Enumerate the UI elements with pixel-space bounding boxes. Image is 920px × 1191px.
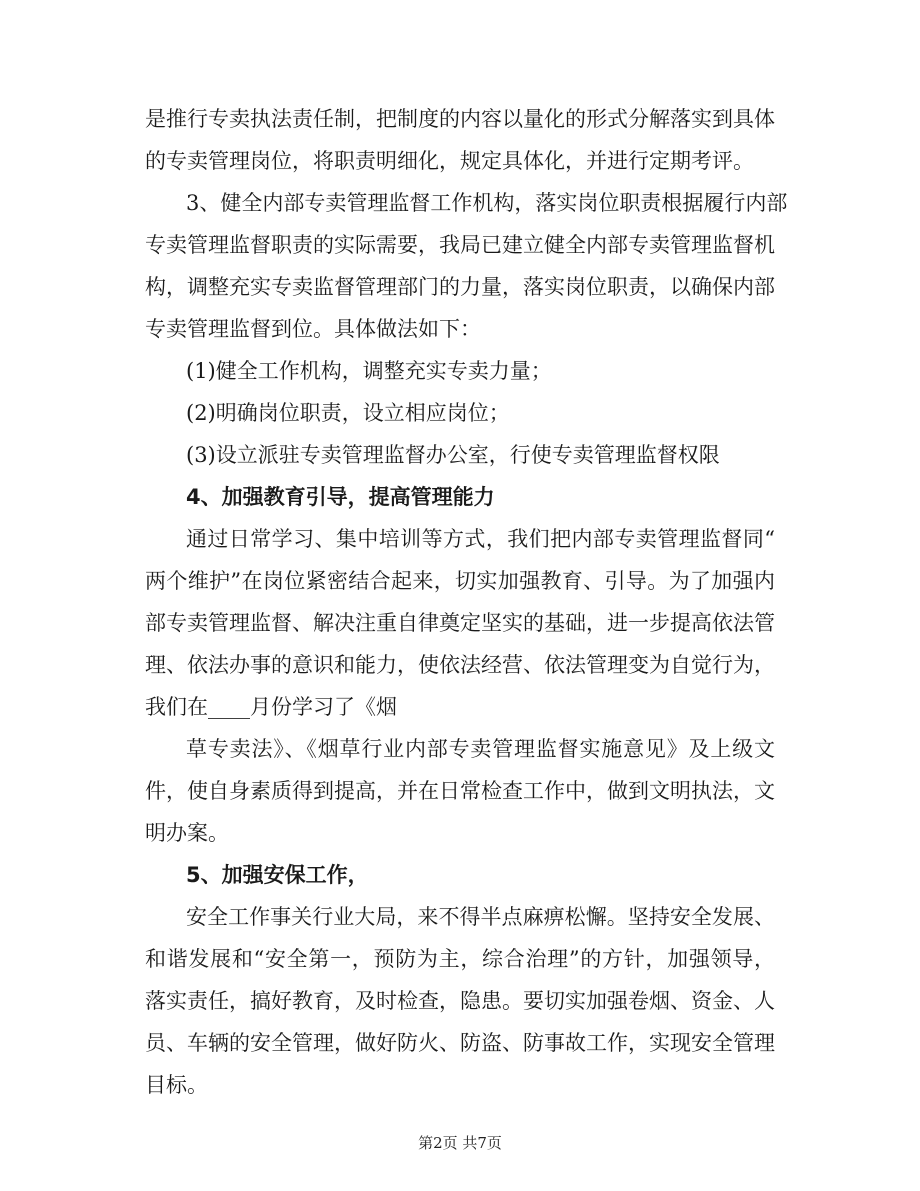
paragraph-line: 安全工作事关行业大局，来不得半点麻痹松懈。坚持安全发展、 [186,905,775,929]
paragraph-line: 明办案。 [145,821,229,845]
page-number: 第2页 共7页 [418,1134,502,1152]
list-item: (2)明确岗位职责，设立相应岗位； [186,401,510,425]
paragraph-line: 目标。 [145,1073,208,1097]
section-heading: 5、加强安保工作， [186,863,369,887]
section-heading: 4、加强教育引导，提高管理能力 [186,485,495,509]
paragraph-line: 落实责任，搞好教育，及时检查，隐患。要切实加强卷烟、资金、人 [145,989,775,1013]
paragraph-line: 我们在____月份学习了《烟 [145,695,397,719]
paragraph-line: 通过日常学习、集中培训等方式，我们把内部专卖管理监督同“ [186,527,775,551]
paragraph-line: 和谐发展和“安全第一，预防为主，综合治理”的方针，加强领导， [145,947,775,971]
paragraph-line: 草专卖法》、《烟草行业内部专卖管理监督实施意见》及上级文 [186,737,775,761]
paragraph-line: 员、车辆的安全管理，做好防火、防盗、防事故工作，实现安全管理 [145,1031,775,1055]
list-item: (3)设立派驻专卖管理监督办公室，行使专卖管理监督权限 [186,443,720,467]
paragraph-line: 构，调整充实专卖监督管理部门的力量，落实岗位职责，以确保内部 [145,275,775,299]
list-item: (1)健全工作机构，调整充实专卖力量； [186,359,552,383]
paragraph-line: 的专卖管理岗位，将职责明细化，规定具体化，并进行定期考评。 [145,149,754,173]
paragraph-line: 专卖管理监督到位。具体做法如下： [145,317,481,341]
paragraph-line: 是推行专卖执法责任制，把制度的内容以量化的形式分解落实到具体 [145,107,775,131]
paragraph-line: 部专卖管理监督、解决注重自律奠定坚实的基础，进一步提高依法管 [145,611,775,635]
paragraph-line: 3、健全内部专卖管理监督工作机构，落实岗位职责根据履行内部 [186,191,788,215]
paragraph-line: 件，使自身素质得到提高，并在日常检查工作中，做到文明执法，文 [145,779,775,803]
paragraph-line: 理、依法办事的意识和能力，使依法经营、依法管理变为自觉行为， [145,653,775,677]
paragraph-line: 专卖管理监督职责的实际需要，我局已建立健全内部专卖管理监督机 [145,233,775,257]
paragraph-line: 两个维护”在岗位紧密结合起来，切实加强教育、引导。为了加强内 [145,569,775,593]
